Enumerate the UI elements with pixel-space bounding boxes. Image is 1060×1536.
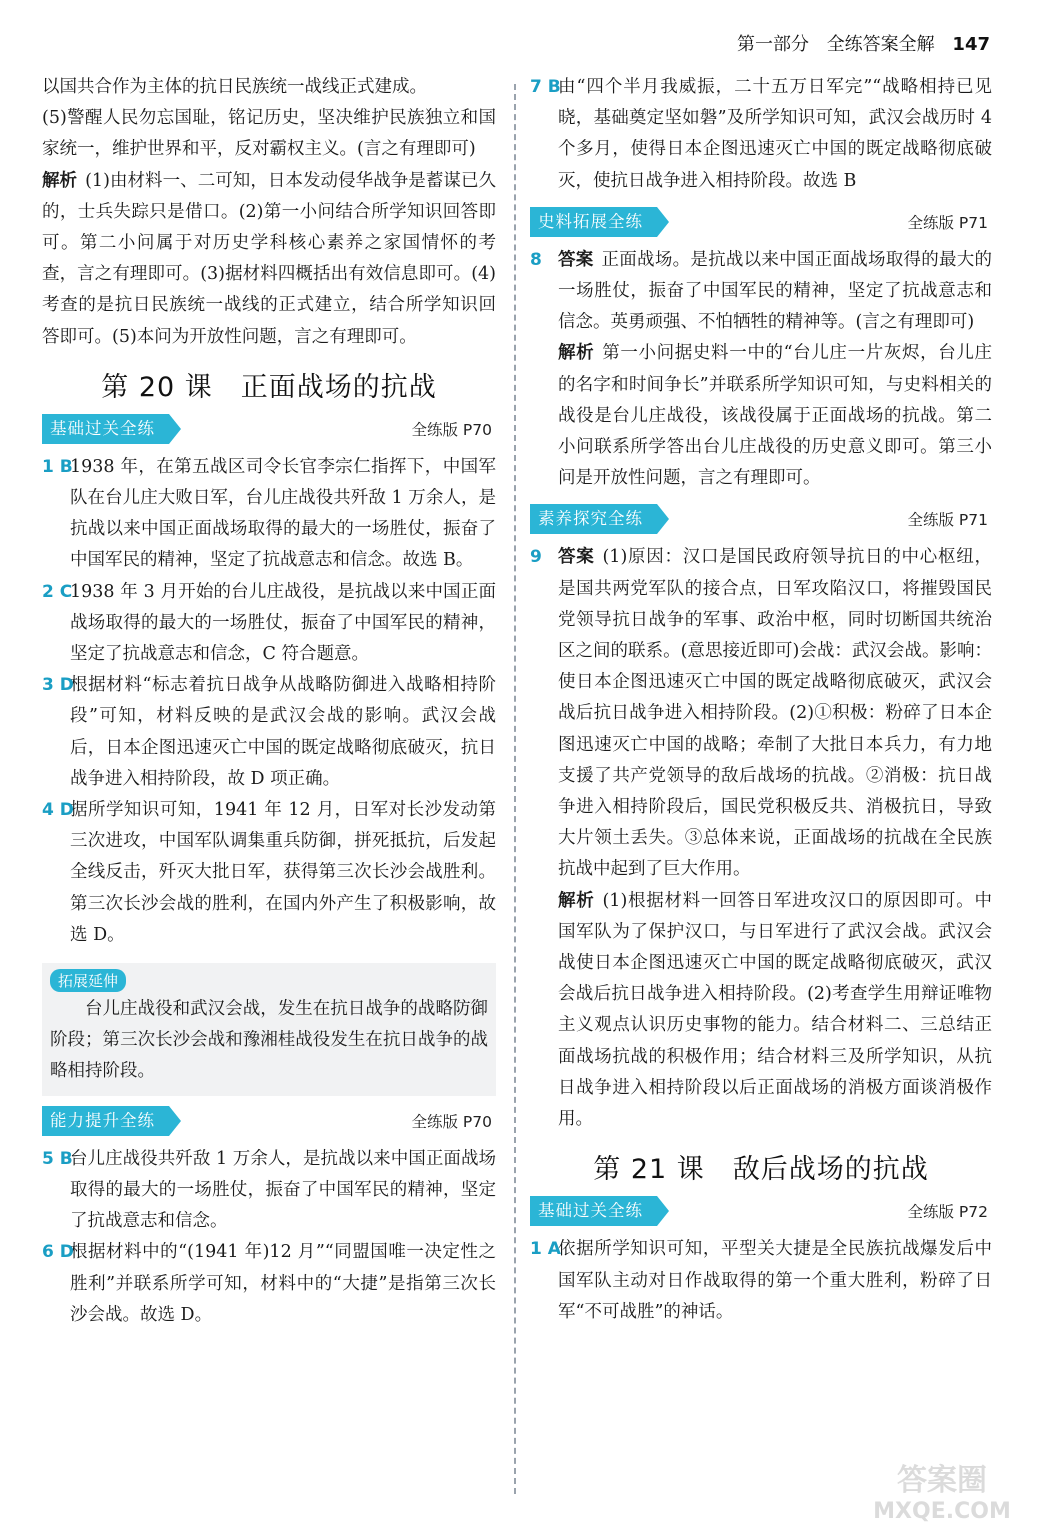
column-divider [514,84,516,1494]
section-tag: 素养探究全练 [530,504,657,534]
extension-text: 台儿庄战役和武汉会战，发生在抗日战争的战略防御阶段；第三次长沙会战和豫湘桂战役发生在抗日战争的战略相持阶段。 [50,999,488,1082]
page-header [725,30,990,56]
right-column [530,72,992,1328]
answer-continuation-2: (5)警醒人民勿忘国耻，铭记历史，坚决维护民族独立和国家统一，维护世界和平，反对霸权主义。(言之有理即可) [42,108,496,160]
question-number: 6 D [42,1242,74,1263]
lesson-21-title [530,1147,992,1186]
question-9 [530,542,992,885]
answer-text: (1)原因：汉口是国民政府领导抗日的中心枢纽，是国共两党军队的接合点，日军攻陷汉口，将摧毁国民党领导抗日战争的军事、政治中枢，同时切断国共统治区之间的联系。(意思接近即可)会战：武汉会战。影响：使日本企图迅速灭亡中国的既定战略彻底破灭，武汉会战后抗日战争进入相持阶段。(2)①积极：粉碎了日本企图迅速灭亡中国的战略；牵制了大批日本兵力，有力地支援了共产党领导的敌后战场的抗战。②消极：抗日战争进入相持阶段后，国民党积极反共、消极抗日，导致大片领土丢失。③总体来说，正面战场的抗战在全民族抗战中起到了巨大作用。 [558,547,993,880]
extension-box [42,963,496,1096]
extension-tag: 拓展延伸 [50,969,126,992]
section-tag: 史料拓展全练 [530,207,657,237]
answer-label: 答案 [558,547,595,568]
section-source-bar [530,207,992,237]
question-number: 8 [530,249,542,270]
analysis-paragraph [42,166,496,353]
question-7 [530,72,992,197]
lesson-21-number: 第 21 课 [593,1154,705,1186]
section-page-ref: 全练版 P72 [907,1203,988,1222]
question-number: 2 C [42,581,73,602]
question-3 [42,670,496,795]
question-text: 据所学知识可知，1941 年 12 月，日军对长沙发动第三次进攻，中国军队调集重兵防御，拼死抵抗，后发起全线反击，歼灭大批日军，获得第三次长沙会战胜利。第三次长沙会战的胜利，在国内外产生了积极影响，故选 D。 [70,800,496,945]
section-page-ref: 全练版 P71 [907,213,988,232]
lesson-21-name: 敌后战场的抗战 [732,1154,929,1186]
analysis-text: (1)根据材料一回答日军进攻汉口的原因即可。中国军队为了保护汉口，与日军进行了武汉会战。武汉会战使日本企图迅速灭亡中国的既定战略彻底破灭，武汉会战后抗日战争进入相持阶段。(2)考查学生用辩证唯物主义观点认识历史事物的能力。结合材料二、三总结正面战场抗战的积极作用；结合材料三及所学知识，从抗日战争进入相持阶段以后正面战场的消极方面谈消极作用。 [558,890,993,1130]
question-text: 根据材料“标志着抗日战争从战略防御进入战略相持阶段”可知，材料反映的是武汉会战的影响。武汉会战后，日本企图迅速灭亡中国的既定战略彻底破灭，抗日战争进入相持阶段，故 D 项正确。 [70,675,496,789]
watermark-logo [842,1456,1042,1526]
left-column [42,72,496,1331]
lesson-20-name: 正面战场的抗战 [240,371,437,403]
section-page-ref: 全练版 P71 [907,511,988,530]
question-text: 依据所学知识可知，平型关大捷是全民族抗战爆发后中国军队主动对日作战取得的第一个重大胜利，粉碎了日军“不可战胜”的神话。 [558,1239,992,1322]
section-literacy-bar [530,504,992,534]
question-number: 3 D [42,675,74,696]
svg-text:MXQE.COM: MXQE.COM [873,1499,1011,1524]
section-ability-bar [42,1106,496,1136]
analysis-label: 解析 [558,890,595,911]
analysis-text: 第一小问据史料一中的“台儿庄一片灰烬，台儿庄的名字和时间争长”并联系所学知识可知，与史料相关的战役是台儿庄战役，该战役属于正面战场的抗战。第二小问联系所学答出台儿庄战役的历史意义即可。第三小问是开放性问题，言之有理即可。 [558,343,992,489]
question-9-analysis [530,886,992,1136]
answer-label: 答案 [558,249,594,270]
question-1 [42,452,496,577]
question-text: 1938 年，在第五战区司令长官李宗仁指挥下，中国军队在台儿庄大败日军，台儿庄战役共歼敌 1 万余人，是抗战以来中国正面战场取得的最大的一场胜仗，振奋了中国军民的精神，坚定了抗战意志和信念。故选 B。 [70,456,496,571]
question-4 [42,795,496,951]
analysis-label: 解析 [42,170,78,191]
section-basic-bar [42,414,496,444]
question-2 [42,577,496,671]
section-tag: 基础过关全练 [530,1196,657,1226]
analysis-text: (1)由材料一、二可知，日本发动侵华战争是蓄谋已久的，士兵失踪只是借口。(2)第一小问结合所学知识回答即可。第二小问属于对历史学科核心素养之家国情怀的考查，言之有理即可。(3)据材料四概括出有效信息即可。(4)考查的是抗日民族统一战线的正式建立，结合所学知识回答即可。(5)本问为开放性问题，言之有理即可。 [42,170,496,347]
question-number: 1 A [530,1239,561,1260]
question-number: 9 [530,547,542,568]
question-text: 台儿庄战役共歼敌 1 万余人，是抗战以来中国正面战场取得的最大的一场胜仗，振奋了中国军民的精神，坚定了抗战意志和信念。 [70,1148,496,1232]
question-number: 4 D [42,800,74,821]
header-section: 第一部分 [736,34,809,55]
question-number: 7 B [530,77,561,97]
svg-text:答案圈: 答案圈 [897,1463,987,1498]
section-basic-bar-2 [530,1196,992,1226]
header-title: 全练答案全解 [826,34,935,55]
question-5 [42,1144,496,1238]
section-tag: 基础过关全练 [42,414,169,444]
question-text: 1938 年 3 月开始的台儿庄战役，是抗战以来中国正面战场取得的最大的一场胜仗，振奋了中国军民的精神，坚定了抗战意志和信念，C 符合题意。 [70,581,496,665]
question-text: 由“四个半月我威振，二十五万日军完”“战略相持已见晓，基础奠定坚如磐”及所学知识可知，武汉会战历时 4 个多月，使得日本企图迅速灭亡中国的既定战略彻底破灭，使抗日战争进入相持阶段。故选 B [558,77,992,191]
section-page-ref: 全练版 P70 [411,420,492,439]
question-8-analysis [530,338,992,494]
answer-continuation-1: 以国共合作为主体的抗日民族统一战线正式建成。 [42,77,427,97]
question-1-lesson21 [530,1234,992,1328]
analysis-label: 解析 [558,343,595,364]
question-8 [530,245,992,339]
section-tag: 能力提升全练 [42,1106,169,1136]
section-page-ref: 全练版 P70 [411,1112,492,1131]
question-6 [42,1237,496,1331]
question-number: 1 B [42,456,73,477]
lesson-20-title [42,365,496,404]
lesson-20-number: 第 20 课 [101,371,213,403]
question-text: 根据材料中的“(1941 年)12 月”“同盟国唯一决定性之胜利”并联系所学可知，材料中的“大捷”是指第三次长沙会战。故选 D。 [70,1242,496,1325]
answer-text: 正面战场。是抗战以来中国正面战场取得的最大的一场胜仗，振奋了中国军民的精神，坚定了抗战意志和信念。英勇顽强、不怕牺牲的精神等。(言之有理即可) [558,249,993,333]
question-number: 5 B [42,1148,73,1169]
page-number: 147 [952,34,990,55]
